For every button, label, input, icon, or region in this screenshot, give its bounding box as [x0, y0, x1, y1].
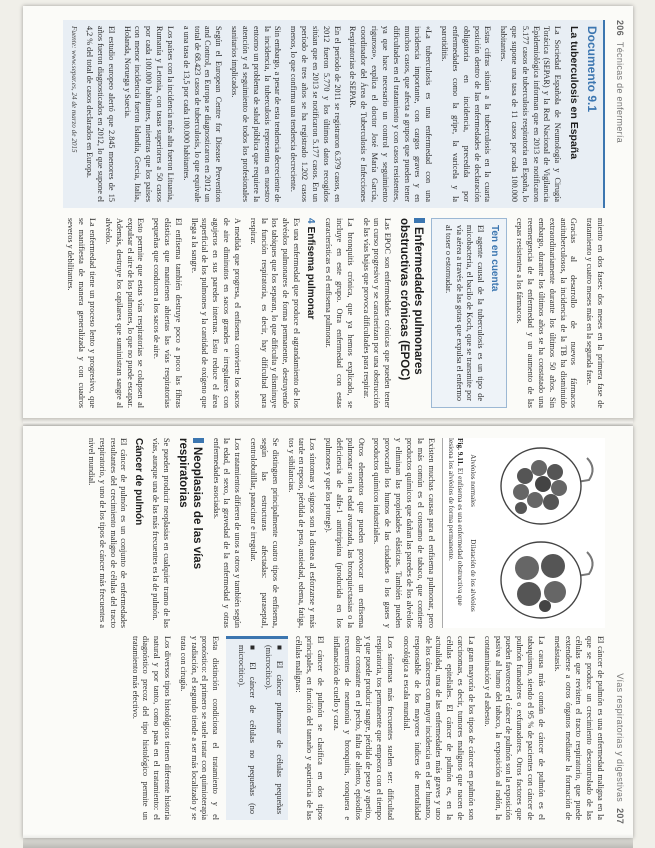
- subsection-heading: [304, 218, 317, 408]
- left-page: [23, 6, 633, 421]
- paragraph: El enfisema también destruye poco a poco las fibras elásticas que mantienen abiertas las vías respiratorias pequeñas que conducen a los sacos de aire.: [152, 218, 183, 408]
- bullet-item: ■ El cáncer de células no pequeñas (no microcítico).: [237, 645, 257, 814]
- left-column-2: [60, 218, 605, 408]
- paragraph: Es una enfermedad que produce el agrandamiento de los alvéolos pulmonares de forma permanente, destruyendo los tabiques que los separan, lo que dificulta y disminuye la función respiratoria, es decir, hay dificultad para respirar.: [248, 218, 302, 408]
- bullet-item: ■ El cáncer pulmonar de células pequeñas (microcítico).: [263, 645, 284, 815]
- right-column-2: [124, 636, 605, 820]
- cancer-types-box: [226, 636, 287, 820]
- document-paragraph: Sin embargo, a pesar de esta tendencia decreciente de la incidencia, la tuberculosis representa en nuestro entorno un problema de salud pública que requiere la atención y el seguimiento de todos los profesionales sanitarios implicados.: [230, 26, 283, 202]
- document-title: La tuberculosis en España: [568, 26, 581, 160]
- emphysema-figure: [442, 438, 605, 628]
- paragraph: La gran mayoría de los tipos de cáncer en pulmón son carcinomas, es decir, tumores malignos que nacen de células epiteliales. El cáncer de pulmón es, en la actualidad, una de las enfermedades más graves y uno de los cánceres con mayor incidencia en el ser humano, responsable de los mayores índices de mortalidad oncológica a escala mundial.: [401, 636, 476, 820]
- paragraph: Los diversos tipos histológicos tienen diferente historia natural y por tanto, como pasa en el tratamiento: el diagnóstico precoz del tipo histológico permite un tratamiento más efectivo.: [130, 636, 173, 820]
- remember-box: [431, 218, 508, 408]
- paragraph: Se pueden producir neoplasias en cualquier tramo de las vías, aunque una de las más frecuentes es la de pulmón.: [151, 438, 172, 628]
- right-running-head-text: Vías respiratorias y digestivas: [615, 673, 625, 803]
- bullet-text: El cáncer de células no pequeñas (no microcítico).: [237, 645, 257, 814]
- section-heading-text: Enfermedades pulmonares obstructivas crónicas (EPOC): [398, 218, 424, 381]
- paragraph: El cáncer de pulmón es un conjunto de enfermedades resultantes del crecimiento maligno de células del tracto respiratorio, y uno de los tipos de cáncer más frecuentes a nivel mundial.: [86, 438, 129, 628]
- right-page: [23, 426, 633, 838]
- right-column-1: [80, 438, 605, 628]
- document-paragraph: En el período de 2011 se registraron 6.379 casos, en 2012 fueron 5.770 y los últimos datos recogidos sitúan que en 2013 se notificaron 5.177 casos. En un período de tres años se ha registrado 1.202 casos menos, lo que confirma una tendencia decreciente.: [289, 26, 342, 202]
- paragraph: El cáncer de pulmón es una enfermedad maligna en la que se produce un crecimiento descontrolado de las células que revisten el tracto respiratorio, que puede extenderse a otros órganos mediante la formación de metástasis.: [552, 636, 605, 820]
- document-paragraph: Según el European Centre for Disease Prevention and Control, en Europa se diagnosticaron en 2012 un total de 68.423 casos de tuberculosis, lo que equivale a una tasa de 13,5 por cada 100.000 habitantes.: [181, 26, 224, 202]
- heading-bar-icon: [414, 218, 425, 223]
- neoplasias-heading: [175, 438, 204, 628]
- cancer-subheading: Cáncer de pulmón: [132, 438, 144, 526]
- document-paragraph: La Sociedad Española de Neumología y Cirugía Torácica (SEPAR) y la Red Nacional de Vigilancia Epidemiológica informan que en 2013 se notificaron 5.177 casos de tuberculosis respiratoria en España, lo que supone una tasa de 11 casos por cada 100.000 habitantes.: [499, 26, 563, 202]
- document-paragraph: «La tuberculosis es una enfermedad con una incidencia importante, con cargos graves y en muchos casos, que afecta a grupos que pueden tener dificultades en el tratamiento y con casos resistentes, ya que hace necesario un control y seguimiento riguroso», explica el doctor José María García, coordinador del Área de Tuberculosis e Infecciones Respiratorias de SEPAR.: [348, 26, 434, 202]
- figure-label-normal: Alvéolos normales: [469, 454, 477, 507]
- paragraph: Las EPOC son enfermedades crónicas que pueden tener un curso progresivo y se caracterizan por una obstrucción de las vías bajas que provoca dificultades para respirar.: [361, 218, 393, 408]
- document-paragraph: Estas cifras sitúan a la tuberculosis en la cuarta posición dentro de las enfermedades de declaración obligatoria en incidencia, precedida por enfermedades como la gripe, la varicela y la parotiditis.: [440, 26, 493, 202]
- heading-bar-icon: [193, 438, 204, 443]
- neoplasias-heading-text: Neoplasias de las vías respiratorias: [177, 438, 203, 570]
- alveoli-illustration: [477, 438, 605, 628]
- document-paragraph: El estudio europeo alertó que 2.845 menores de 15 años fueron diagnosticados en 2012, lo que supone el 4,2 % del total de casos declarados en Europa.: [85, 26, 116, 202]
- left-running-head-text: Técnicas de enfermería: [615, 41, 625, 144]
- paragraph: A medida que progresa, el enfisema convierte los sacos de aire diminutos en sacos grandes e irregulares con agujeros en sus paredes internas. Esto reduce el área superficial de los pulmones y la cantidad de oxígeno que llega a la sangre.: [189, 218, 242, 408]
- figure-caption-text: El enfisema es una enfermedad obstructiva que lesiona los alvéolos de forma permanente.: [446, 438, 465, 606]
- bullet-text: El cáncer pulmonar de células pequeñas (microcítico).: [263, 645, 284, 815]
- document-box: [63, 20, 605, 208]
- paragraph: miento en dos fases: dos meses en la primera fase de tratamiento y cuatro meses más en la segunda fase.: [585, 218, 605, 408]
- figure-label-emphysema: Dilatación de los alvéolos: [469, 539, 477, 612]
- paragraph: Esta distinción condiciona el tratamiento y el pronóstico: el primero se suele tratar con quimioterapia y radiación, el segundo tiende a ser más localizado y se trata con cirugía.: [178, 636, 221, 820]
- left-page-number: 206: [615, 20, 625, 36]
- paragraph: Otros elementos que pueden provocar un enfisema pulmonar son la edad avanzada, las bronquiectasias o la deficiencia de alfa-1 antitripsina (producida en los pulmones y que los protege).: [324, 438, 366, 628]
- left-running-head: [615, 20, 625, 143]
- document-source: Fuente: www.separ.es, 24 de marzo de 2015: [70, 26, 79, 153]
- left-column-1: [63, 20, 605, 208]
- paragraph: El cáncer de pulmón se clasifica en dos tipos principales, en función del tamaño y apariencia de las células malignas:: [294, 636, 326, 820]
- paragraph: Los tratamientos difieren de unos a otros y también según la edad, el sexo, la gravedad de la enfermedad y otras enfermedades asociadas.: [211, 438, 243, 628]
- right-page-number: 207: [615, 808, 625, 824]
- remember-heading: Ten en cuenta: [489, 225, 501, 292]
- paragraph: Existen muchas causas para el enfisema pulmonar, pero la más común es el consumo de tabaco, que contiene productos químicos que dañan las paredes de los alvéolos y eliminan las propiedades elásticas. También pueden provocarlo los humos de las ciudades o los gases y productos químicos industriales.: [372, 438, 436, 628]
- paragraph: Se distinguen principalmente cuatro tipos de enfisema, según las estructuras afectadas: paraseptal, centrolobulillar, panacinar e irregular.: [249, 438, 280, 628]
- subsection-heading-text: Enfisema pulmonar: [305, 226, 317, 320]
- paragraph: Los síntomas más frecuentes suelen ser: dificultad respiratoria, tos permanente que empeora con el tiempo y que puede producir sangre, pérdida de peso y apetito, dolor constante en el pecho, falta de aliento, episodios recurrentes de neumonía y bronquitis, ronquera e inflamación de cuello y cara.: [331, 636, 396, 820]
- document-paragraph: Los países con la incidencia más alta fueron Lituania, Rumanía y Letonia, con tasas superiores a 50 casos por cada 100.000 habitantes, mientras que los países con menor incidencia fueron Islandia, Grecia, Italia, Holanda, Noruega y Suecia.: [122, 26, 175, 202]
- figure-caption: [447, 438, 465, 628]
- paragraph: La causa más común de cáncer de pulmón es el tabaquismo, siendo el 95 % de pacientes con cáncer de pulmón fumadores o exfumadores. Otros factores que pueden favorecer el cáncer de pulmón son la exposición pasiva al humo del tabaco, la exposición al radón, la contaminación y el asbesto.: [482, 636, 546, 820]
- section-heading: [396, 218, 425, 408]
- paragraph: La bronquitis crónica, que ya hemos explicado, se incluye en este grupo. Otra enfermedad con estas características es el enfisema pulmonar.: [324, 218, 355, 408]
- subsection-number: 4: [305, 218, 317, 224]
- remember-text: El agente causal de la tuberculosis es un tipo de micobacteria, el bacilo de Koch, que se transmite por vía aérea a través de las gotas que expulsa el enfermo al toser o estornudar.: [443, 225, 486, 401]
- document-label: Documento 9.1: [585, 26, 599, 113]
- page-edge-shadow: [23, 834, 633, 848]
- paragraph: Gracias al desarrollo de nuevos fármacos antituberculosos, la incidencia de la TB ha disminuido extraordinariamente durante los últimos 50 años. Sin embargo, durante los últimos años se ha constatado una reemergencia de la enfermedad y un aumento de las cepas resistentes a los fármacos.: [515, 218, 579, 408]
- figure-caption-label: Fig. 9.11.: [455, 438, 465, 466]
- paragraph: Esto permite que estas vías respiratorias se colapsen al expulsar el aire de los pulmones, lo que no puede escapar. Además, destruye los capilares que suministran sangre al alvéolo.: [103, 218, 146, 408]
- paragraph: Los síntomas y signos son la disnea al esforzarse y más tarde en reposo, pérdida de peso, ansiedad, edema, fatiga, tos y sibilancias.: [286, 438, 318, 628]
- paragraph: La enfermedad tiene un proceso lento y progresivo, que se manifiesta de manera generalizada y con cuadros severos y debilitantes.: [66, 218, 98, 408]
- right-running-head: [615, 673, 625, 824]
